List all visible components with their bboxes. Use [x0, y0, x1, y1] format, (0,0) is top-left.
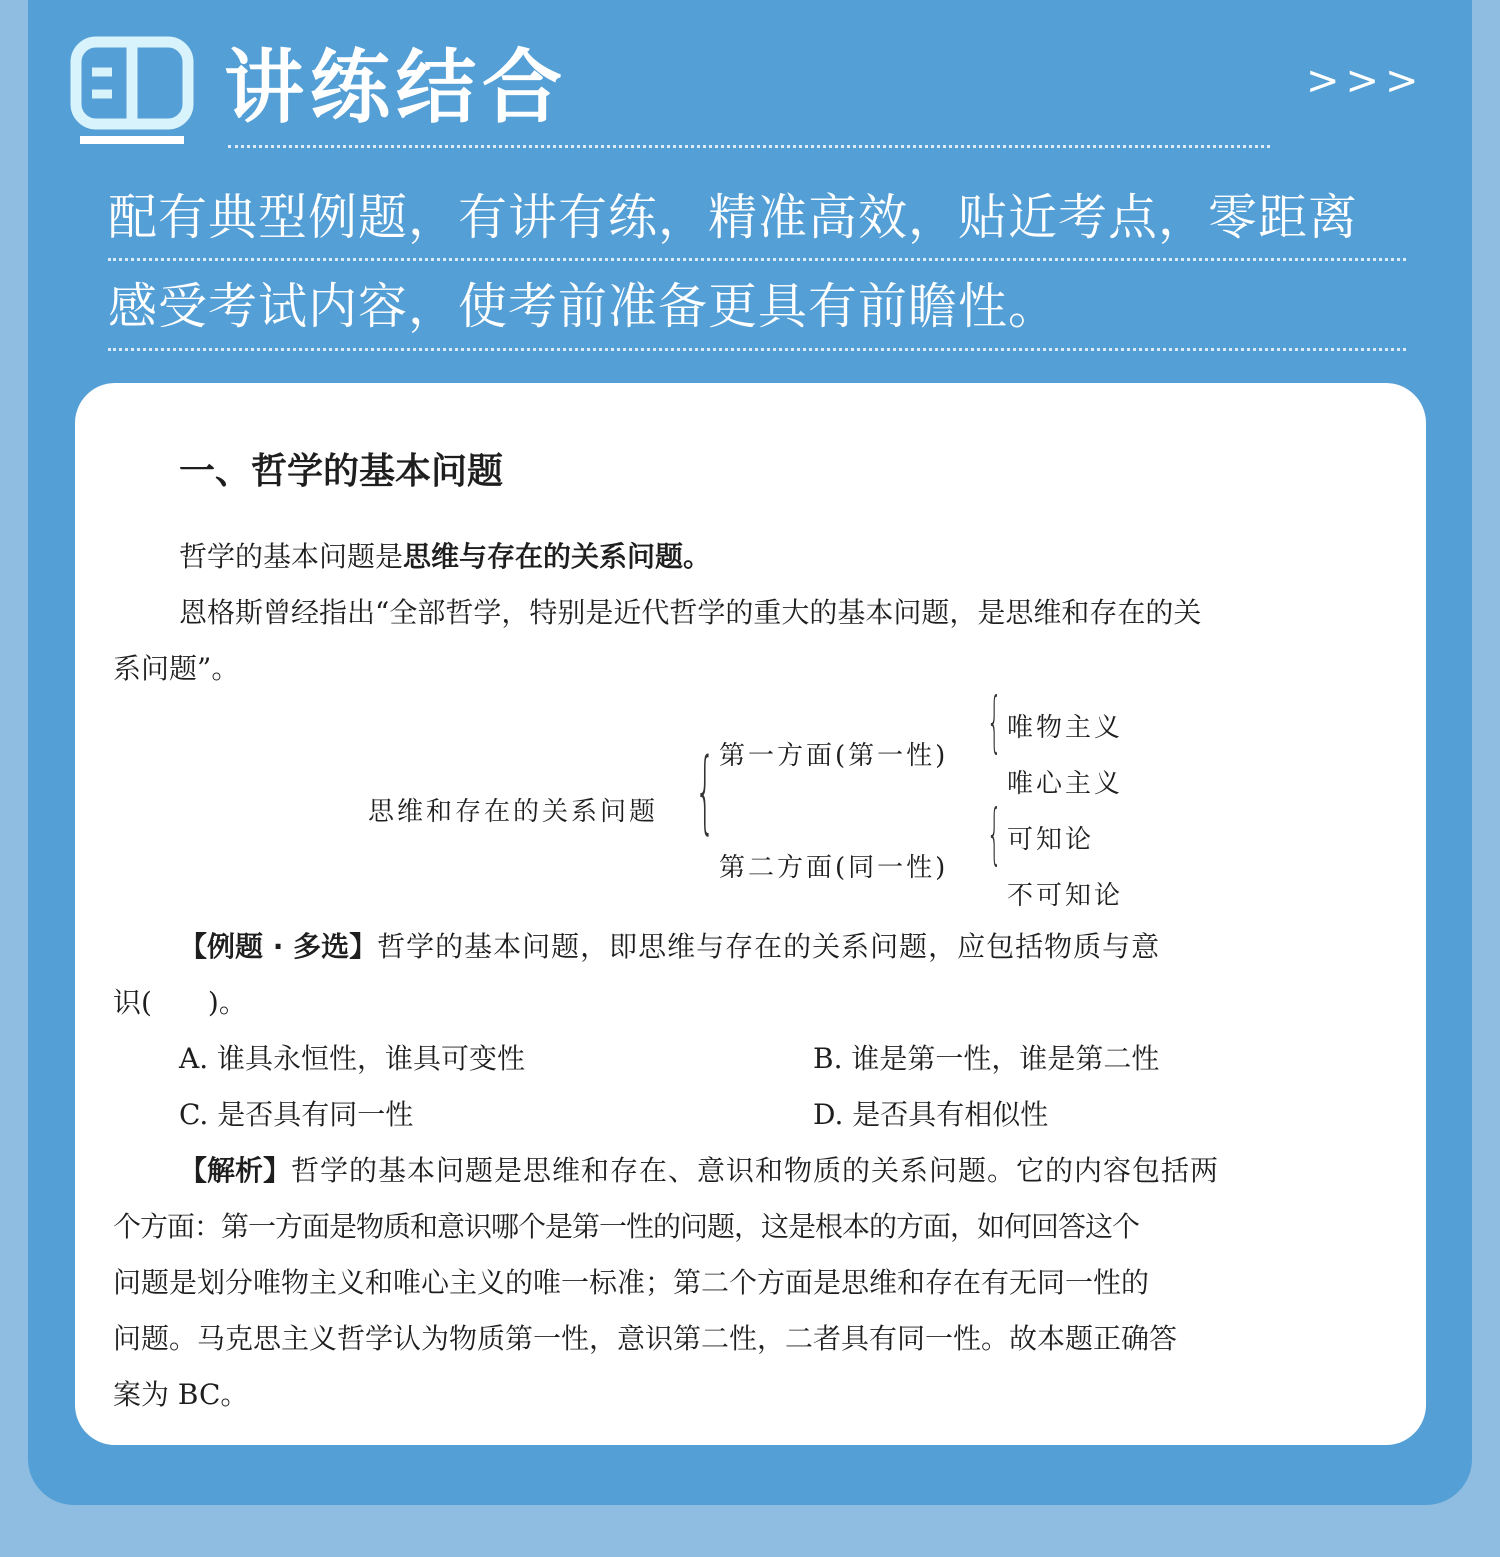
- section-title: 讲练结合: [224, 41, 568, 134]
- analysis-line-4: 问题。马克思主义哲学认为物质第一性，意识第二性，二者具有同一性。故本题正确答: [113, 1322, 1178, 1355]
- tree-leaf: 唯物主义: [1007, 713, 1124, 743]
- paragraph-2-line-2: 系问题”。: [113, 652, 240, 685]
- tree-branch-2: 第二方面(同一性): [719, 853, 949, 883]
- analysis-tag: 【解析】: [179, 1154, 292, 1187]
- tree-leaf: 可知论: [1007, 825, 1095, 855]
- paragraph-1-text: 哲学的基本问题是: [179, 540, 404, 573]
- divider: [228, 145, 1270, 148]
- tree-leaf: 唯心主义: [1007, 769, 1124, 799]
- example-question: 哲学的基本问题，即思维与存在的关系问题，应包括物质与意: [377, 930, 1161, 963]
- analysis-line-2: 个方面：第一方面是物质和意识哪个是第一性的问题，这是根本的方面，如何回答这个: [113, 1210, 1140, 1243]
- option-d: D. 是否具有相似性: [813, 1098, 1049, 1131]
- divider: [108, 348, 1406, 351]
- option-c: C. 是否具有同一性: [179, 1098, 414, 1131]
- card-heading: 一、哲学的基本问题: [179, 451, 504, 492]
- brace-icon: {: [695, 739, 716, 844]
- content-card: [75, 383, 1426, 1445]
- analysis-line-3: 问题是划分唯物主义和唯心主义的唯一标准；第二个方面是思维和存在有无同一性的: [113, 1266, 1150, 1299]
- tree-root: 思维和存在的关系问题: [368, 797, 659, 827]
- option-b: B. 谁是第一性，谁是第二性: [813, 1042, 1160, 1075]
- brace-icon: {: [987, 795, 1002, 872]
- analysis-line-1: [179, 1143, 1219, 1199]
- intro-line-1: 配有典型例题，有讲有练，精准高效，贴近考点，零距离: [108, 189, 1359, 246]
- brace-icon: {: [987, 683, 1002, 760]
- example-tag: 【例题 · 多选】: [179, 930, 378, 963]
- tree-branch-1: 第一方面(第一性): [719, 741, 949, 771]
- paragraph-1-emphasis: 思维与存在的关系问题。: [403, 540, 712, 573]
- more-arrows-icon: >>>: [1306, 58, 1425, 104]
- book-icon: [70, 36, 194, 148]
- example-line-2: 识( )。: [113, 986, 247, 1019]
- option-a: A. 谁具永恒性，谁具可变性: [179, 1042, 526, 1075]
- analysis-text: 哲学的基本问题是思维和存在、意识和物质的关系问题。它的内容包括两: [291, 1154, 1220, 1187]
- tree-leaf: 不可知论: [1007, 881, 1124, 911]
- intro-line-2: 感受考试内容，使考前准备更具有前瞻性。: [108, 278, 1059, 335]
- paragraph-2-line-1: 恩格斯曾经指出“全部哲学，特别是近代哲学的重大的基本问题，是思维和存在的关: [179, 596, 1202, 629]
- paragraph-1: [179, 529, 711, 585]
- example-line-1: [179, 919, 1160, 975]
- analysis-line-5: 案为 BC。: [113, 1378, 249, 1411]
- divider: [108, 258, 1406, 261]
